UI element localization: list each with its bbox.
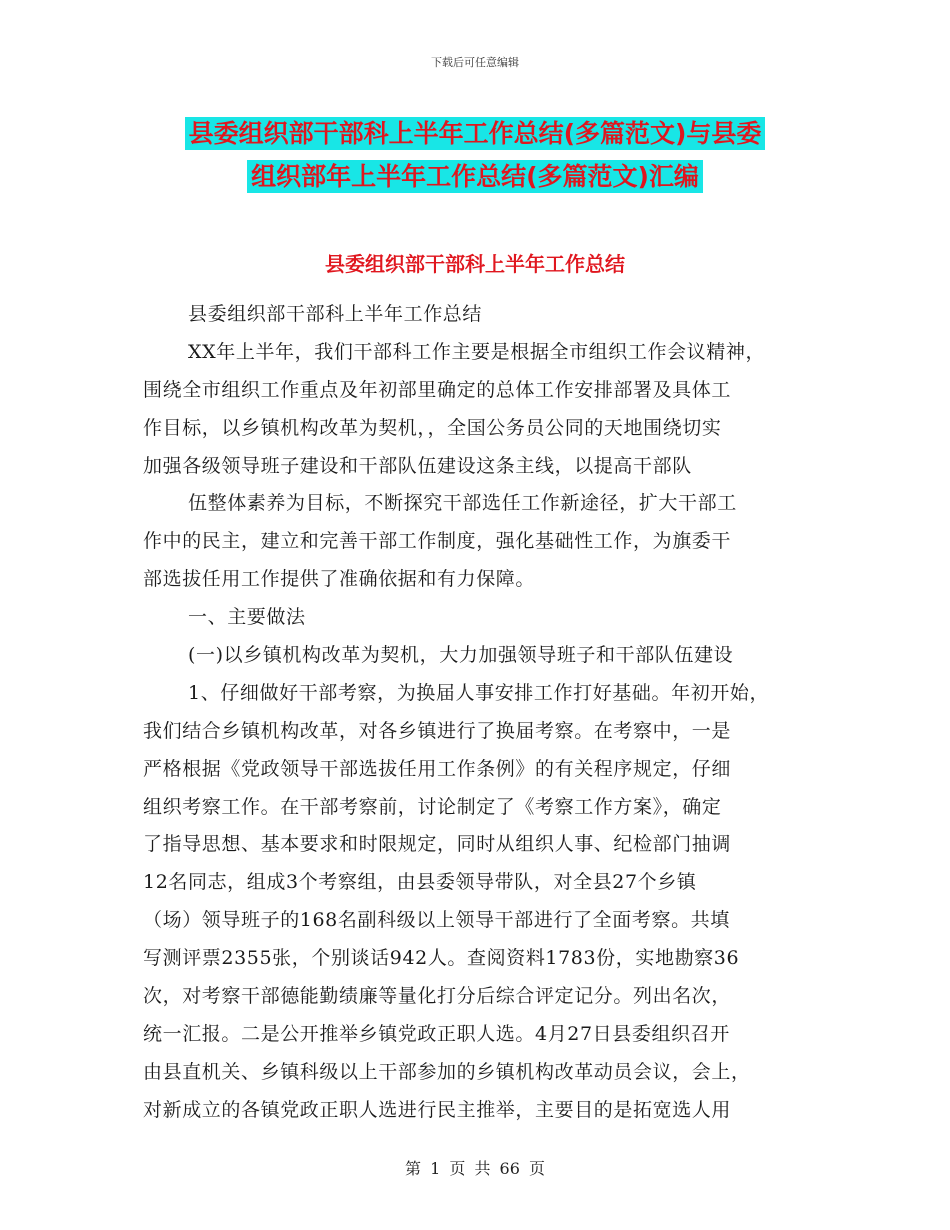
main-title-line-1-text: 县委组织部干部科上半年工作总结(多篇范文)与县委	[185, 117, 766, 150]
body-line: （场）领导班子的168名副科级以上领导干部进行了全面考察。共填	[143, 909, 730, 932]
page-number-footer: 第 1 页 共 66 页	[405, 1159, 545, 1178]
main-title-line-1	[0, 114, 950, 150]
body-line: 12名同志，组成3个考察组，由县委领导带队，对全县27个乡镇	[143, 871, 697, 894]
body-line: 次，对考察干部德能勤绩廉等量化打分后综合评定记分。列出名次，	[143, 985, 732, 1008]
body-line: 加强各级领导班子建设和干部队伍建设这条主线，以提高干部队	[143, 454, 692, 477]
main-title-line-2-text: 组织部年上半年工作总结(多篇范文)汇编	[247, 160, 703, 193]
body-line: 一、主要做法	[188, 606, 306, 629]
body-line: 作目标，以乡镇机构改革为契机，，全国公务员公同的天地围绕切实	[143, 416, 722, 439]
main-title-line-2	[0, 157, 950, 193]
body-line: 围绕全市组织工作重点及年初部里确定的总体工作安排部署及具体工	[143, 378, 732, 401]
body-line: 县委组织部干部科上半年工作总结	[188, 303, 483, 325]
body-line: 1、仔细做好干部考察，为换届人事安排工作打好基础。年初开始，	[188, 681, 770, 704]
document-body	[143, 296, 823, 1130]
section-title: 县委组织部干部科上半年工作总结	[325, 252, 625, 276]
body-line: 写测评票2355张，个别谈话942人。查阅资料1783份，实地勘察36	[143, 947, 740, 970]
body-line: 部选拔任用工作提供了准确依据和有力保障。	[143, 568, 536, 591]
body-line: 我们结合乡镇机构改革，对各乡镇进行了换届考察。在考察中，一是	[143, 719, 732, 742]
body-line: 组织考察工作。在干部考察前，讨论制定了《考察工作方案》，确定	[143, 795, 722, 818]
body-line: 了指导思想、基本要求和时限规定，同时从组织人事、纪检部门抽调	[143, 833, 732, 856]
body-line: XX年上半年，我们干部科工作主要是根据全市组织工作会议精神，	[188, 340, 766, 363]
body-line: 统一汇报。二是公开推举乡镇党政正职人选。4月27日县委组织召开	[143, 1022, 730, 1045]
body-line: 作中的民主，建立和完善干部工作制度，强化基础性工作，为旗委干	[143, 530, 732, 553]
header-note: 下载后可任意编辑	[431, 56, 519, 69]
body-line: 由县直机关、乡镇科级以上干部参加的乡镇机构改革动员会议，会上，	[143, 1060, 751, 1083]
body-line: 严格根据《党政领导干部选拔任用工作条例》的有关程序规定，仔细	[143, 757, 732, 780]
body-line: 伍整体素养为目标，不断探究干部选任工作新途径，扩大干部工	[188, 492, 737, 515]
body-line: (一)以乡镇机构改革为契机，大力加强领导班子和干部队伍建设	[188, 644, 734, 667]
body-line: 对新成立的各镇党政正职人选进行民主推举，主要目的是拓宽选人用	[143, 1098, 732, 1121]
